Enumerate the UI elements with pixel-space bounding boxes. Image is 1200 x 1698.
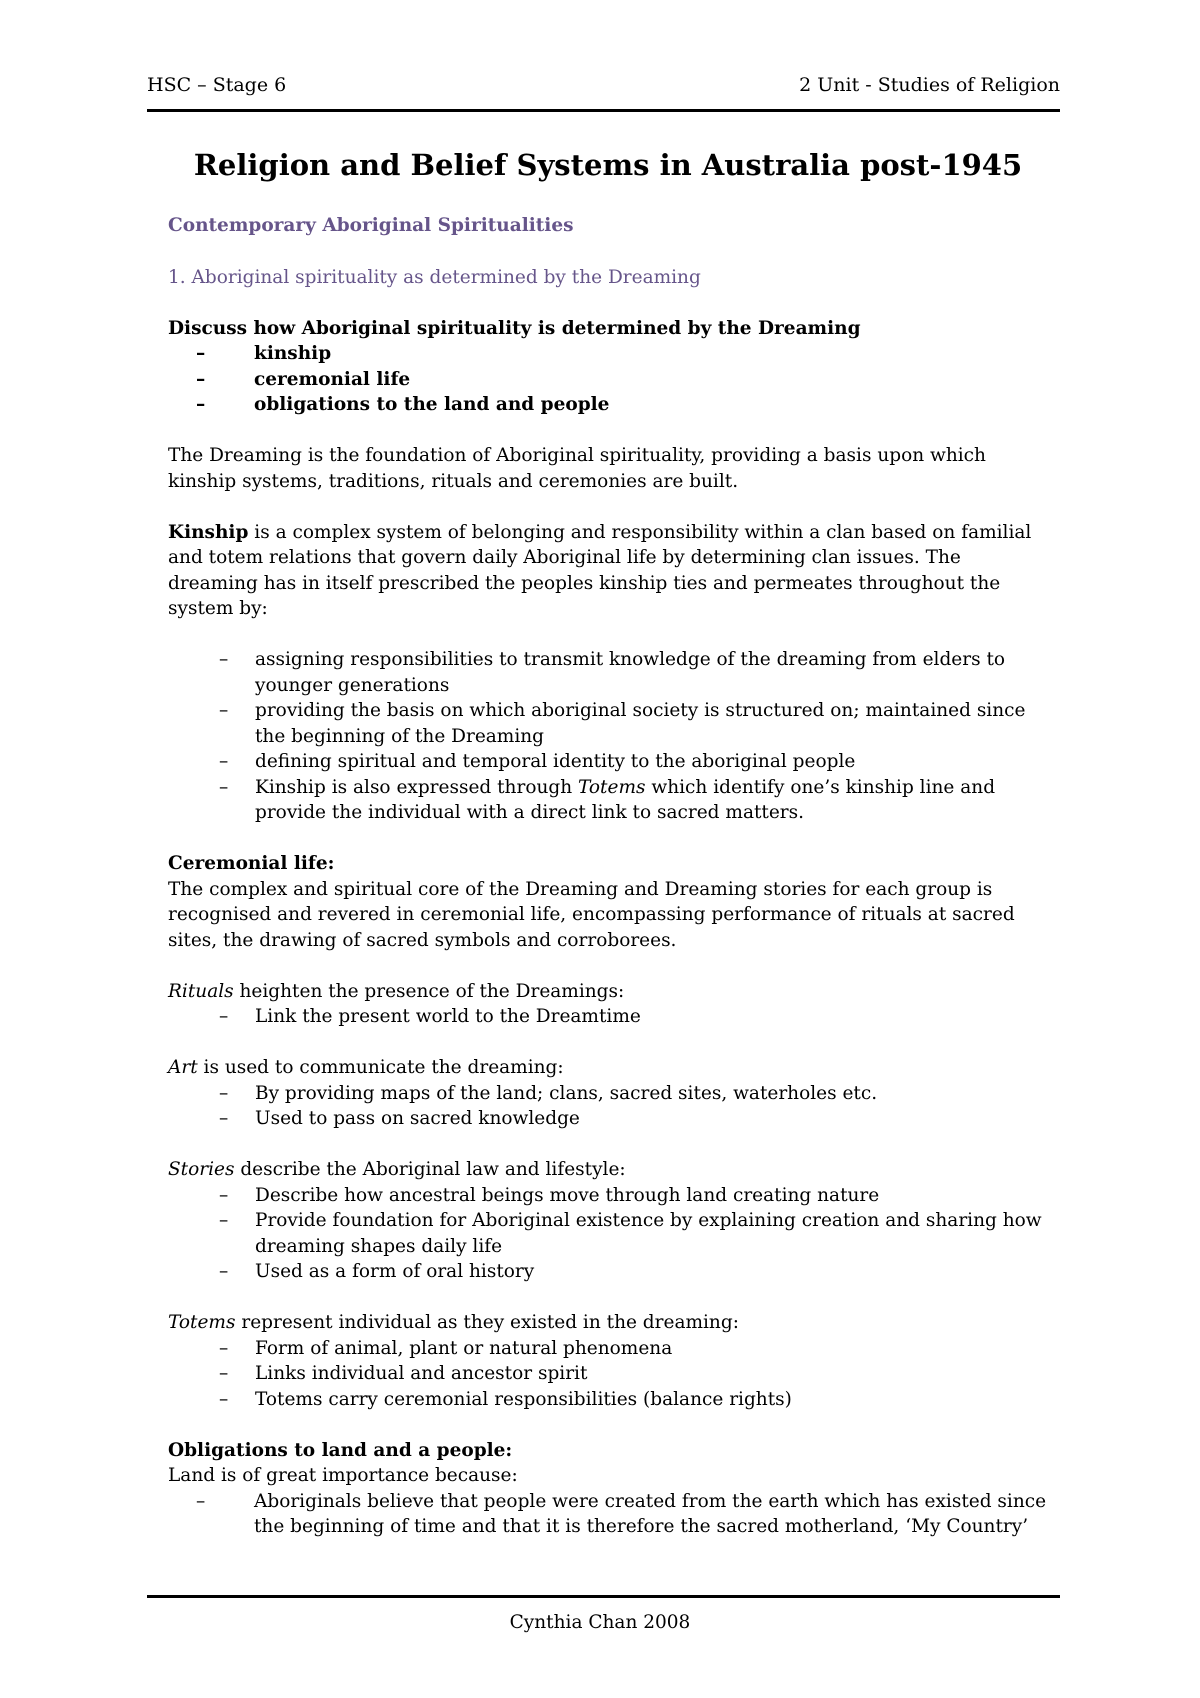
ceremonial-heading: Ceremonial life: <box>168 853 335 874</box>
kinship-paragraph: Kinship is a complex system of belonging and responsibility within a clan based on familial and totem relations that govern daily Aboriginal life by determining clan issues. The dreaming has in itself prescribed the peoples kinship ties and permeates throughout the system by: <box>168 521 1032 619</box>
list-item: – By providing maps of the land; clans, sacred sites, waterholes etc. <box>219 1082 878 1104</box>
stories-points <box>168 1183 1048 1285</box>
discuss-points <box>168 341 1048 418</box>
spacer <box>168 418 1048 444</box>
header-right: 2 Unit - Studies of Religion <box>799 74 1060 96</box>
section-heading: Contemporary Aboriginal Spiritualities <box>168 215 574 236</box>
spacer <box>168 494 1048 520</box>
list-item: – Kinship is also expressed through Totems which identify one’s kinship line and provide the individual with a direct link to sacred matters. <box>219 776 996 823</box>
spacer <box>168 1132 1048 1158</box>
page-title: Religion and Belief Systems in Australia post-1945 <box>193 148 1023 182</box>
list-item: – Totems carry ceremonial responsibilities (balance rights) <box>219 1388 792 1410</box>
list-item: – obligations to the land and people <box>196 394 610 415</box>
spacer <box>168 622 1048 648</box>
document-body <box>168 145 1048 1540</box>
list-item: – Provide foundation for Aboriginal existence by explaining creation and sharing how dreaming shapes daily life <box>219 1210 1042 1257</box>
list-item: – Links individual and ancestor spirit <box>219 1363 588 1384</box>
intro-paragraph: The Dreaming is the foundation of Aboriginal spirituality, providing a basis upon which kinship systems, traditions, rituals and ceremonies are built. <box>168 445 986 492</box>
subsection-heading: 1. Aboriginal spirituality as determined by the Dreaming <box>168 266 701 288</box>
ceremonial-paragraph: The complex and spiritual core of the Dreaming and Dreaming stories for each group is recognised and revered in ceremonial life, encompassing performance of rituals at sacred sites, the drawing of sacred symbols and corroborees. <box>168 878 1015 951</box>
totems-points <box>168 1336 1048 1413</box>
discuss-prompt: Discuss how Aboriginal spirituality is determined by the Dreaming <box>168 317 861 339</box>
list-item: – Link the present world to the Dreamtime <box>219 1006 641 1027</box>
obligations-points <box>168 1489 1048 1540</box>
list-item: – Form of animal, plant or natural phenomena <box>219 1337 673 1359</box>
rituals-points <box>168 1004 1048 1030</box>
spacer <box>168 1285 1048 1311</box>
obligations-heading: Obligations to land and a people: <box>168 1439 513 1461</box>
spacer <box>168 826 1048 852</box>
page-footer: Cynthia Chan 2008 <box>509 1612 691 1633</box>
rituals-paragraph: Rituals heighten the presence of the Dreamings: <box>168 980 625 1002</box>
obligations-paragraph: Land is of great importance because: <box>168 1465 518 1486</box>
art-points <box>168 1081 1048 1132</box>
list-item: – Used to pass on sacred knowledge <box>219 1108 580 1129</box>
spacer <box>168 1030 1048 1056</box>
spacer <box>168 1412 1048 1438</box>
stories-paragraph: Stories describe the Aboriginal law and lifestyle: <box>168 1159 626 1180</box>
list-item: – Describe how ancestral beings move through land creating nature <box>219 1184 880 1206</box>
spacer <box>168 953 1048 979</box>
header-rule <box>147 109 1060 112</box>
header-left: HSC – Stage 6 <box>147 74 287 96</box>
list-item: – ceremonial life <box>196 368 411 390</box>
kinship-points <box>168 647 1048 826</box>
list-item: – Used as a form of oral history <box>219 1261 535 1282</box>
list-item: – providing the basis on which aboriginal society is structured on; maintained since the beginning of the Dreaming <box>219 700 1026 747</box>
spacer <box>168 290 1048 316</box>
totems-paragraph: Totems represent individual as they existed in the dreaming: <box>168 1312 739 1333</box>
list-item: – defining spiritual and temporal identity to the aboriginal people <box>219 751 856 772</box>
art-paragraph: Art is used to communicate the dreaming: <box>168 1057 564 1078</box>
list-item: – kinship <box>196 343 332 364</box>
list-item: – Aboriginals believe that people were created from the earth which has existed since the beginning of time and that it is therefore the sacred motherland, ‘My Country’ <box>196 1490 1047 1537</box>
kinship-term: Kinship <box>168 521 249 543</box>
page-header <box>147 73 1060 99</box>
footer-rule <box>147 1595 1060 1598</box>
list-item: – assigning responsibilities to transmit knowledge of the dreaming from elders to younger generations <box>219 649 1006 696</box>
